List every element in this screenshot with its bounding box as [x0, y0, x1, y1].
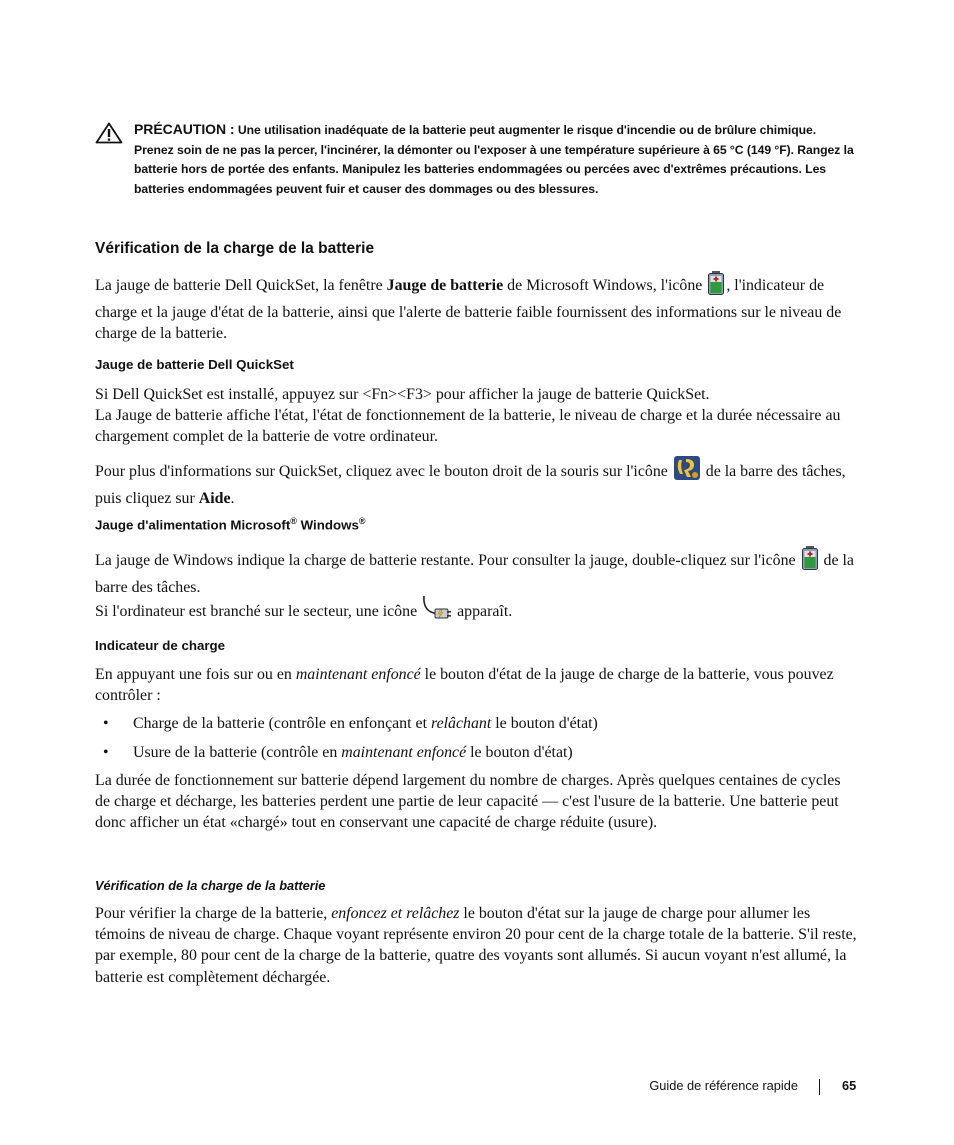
warning-triangle-icon: [95, 122, 123, 144]
verify-paragraph: Pour vérifier la charge de la batterie, enfoncez et relâchez le bouton d'état sur la jauge de charge pour allumer les témoins de niveau de charge. Chaque voyant représente environ 20 pour cent de la charge totale de la batterie. S'il reste, par exemple, 80 pour cent de la charge de la batterie, quatre des voyants sont allumés. Si aucun voyant n'est allumé, la batterie est complètement déchargée.: [95, 905, 857, 986]
indicator-paragraph-1: En appuyant une fois sur ou en maintenant enfoncé le bouton d'état de la jauge de charge de la batterie, vous pouvez contrôler :: [95, 666, 834, 705]
bullet-marker: •: [103, 744, 109, 761]
quickset-paragraph-2: Pour plus d'informations sur QuickSet, cliquez avec le bouton droit de la souris sur l'icône de la barre des tâches, puis cliquez sur Aide.: [95, 454, 857, 509]
section-title: Vérification de la charge de la batterie: [95, 240, 375, 257]
quickset-icon: [672, 454, 702, 488]
quickset-heading: Jauge de batterie Dell QuickSet: [95, 357, 294, 372]
windows-meter-heading: Jauge d'alimentation Microsoft® Windows®: [95, 516, 366, 533]
battery-meter-window-name: Jauge de batterie: [386, 277, 504, 294]
caution-text: Une utilisation inadéquate de la batterie peut augmenter le risque d'incendie ou de brûlure chimique. Prenez soin de ne pas la percer, l'incinérer, la démonter ou l'exposer à une température supérieure à 65 °C (149 °F). Rangez la batterie hors de portée des enfants. Manipulez les batteries endommagées ou percées avec d'extrêmes précautions. Les batteries endommagées peuvent fuir et causer des dommages ou des blessures.: [134, 123, 854, 196]
windows-paragraph-2: Si l'ordinateur est branché sur le secteur, une icône apparaît.: [95, 594, 857, 628]
battery-icon: [800, 545, 820, 577]
document-page: PRÉCAUTION : Une utilisation inadéquate de la batterie peut augmenter le risque d'incendie ou de brûlure chimique. Prenez soin de ne pas la percer, l'incinérer, la démonter ou l'exposer à une température supérieure à 65 °C (149 °F). Rangez la batterie hors de portée des enfants. Manipulez les batteries endommagées ou percées avec d'extrêmes précautions. Les batteries endommagées peuvent fuir et causer des dommages ou des blessures. Vérification de la charge de la batterie La jauge de batterie Dell QuickSet, la fenêtre Jauge de batterie de Microsoft Windows, l'icône , l'indicateur de charge et la jauge d'état de la batterie, ainsi que l'alerte de batterie faible fournissent des informations sur le niveau de charge de la batterie. Jauge de batterie Dell QuickSet Si Dell QuickSet est installé, appuyez sur <Fn><F3> pour afficher la jauge de batterie QuickSet. La Jauge de batterie affiche l'état, l'état de fonctionnement de la batterie, le niveau de charge et la durée nécessaire au chargement complet de la batterie de votre ordinateur. Pour plus d'informations sur QuickSet, cliquez avec le bouton droit de la souris sur l'icône de la barre des tâches, puis cliquez sur Aide. Jauge d'alimentation Microsoft® Windows® La jauge de Windows indique la charge de batterie restante. Pour consulter la jauge, double-cliquez sur l'icône de la barre des tâches. Si l'ordinateur est branché sur le secteur, une icône apparaît. Indicateur de charge En appuyant une fois sur ou en maintenant enfoncé le bouton d'état de la jauge de charge de la batterie, vous pouvez contrôler : • Charge de la batterie (contrôle en enfonçant et relâchant le bouton d'état) • Usure de la batterie (contrôle en maintenant enfoncé le bouton d'état) La durée de fonctionnement sur batterie dépend largement du nombre de charges. Après quelques centaines de cycles de charge et décharge, les batteries perdent une partie de leur capacité — c'est l'usure de la batterie. Une batterie peut donc afficher un état «chargé» tout en conservant une capacité de charge réduite (usure). Vérification de la charge de la batterie Pour vérifier la charge de la batterie, enfoncez et relâchez le bouton d'état sur la jauge de charge pour allumer les témoins de niveau de charge. Chaque voyant représente environ 20 pour cent de la charge totale de la batterie. S'il reste, par exemple, 80 pour cent de la charge de la batterie, quatre des voyants sont allumés. Si aucun voyant n'est allumé, la batterie est complètement déchargée. Guide de référence rapide 65: [0, 0, 954, 1145]
footer-divider: [819, 1079, 820, 1095]
windows-paragraph-1: La jauge de Windows indique la charge de batterie restante. Pour consulter la jauge, double-cliquez sur l'icône de la barre des tâches.: [95, 545, 857, 598]
quickset-paragraph-1: Si Dell QuickSet est installé, appuyez sur <Fn><F3> pour afficher la jauge de batterie QuickSet. La Jauge de batterie affiche l'état, l'état de fonctionnement de la batterie, le niveau de charge et la durée nécessaire au chargement complet de la batterie de votre ordinateur.: [95, 386, 841, 446]
help-menu-item: Aide: [198, 490, 231, 508]
footer-title: Guide de référence rapide: [649, 1078, 798, 1093]
intro-paragraph: La jauge de batterie Dell QuickSet, la fenêtre Jauge de batterie de Microsoft Windows, l'icône , l'indicateur de charge et la jauge d'état de la batterie, ainsi que l'alerte de batterie faible fournissent des informations sur le niveau de charge de la batterie.: [95, 270, 857, 345]
caution-label: PRÉCAUTION :: [134, 121, 235, 137]
charge-indicator-heading: Indicateur de charge: [95, 638, 226, 653]
page-footer: [0, 1078, 954, 1098]
battery-icon: [706, 270, 726, 302]
verify-charge-heading: Vérification de la charge de la batterie: [95, 878, 326, 893]
bullet-marker: •: [103, 715, 109, 732]
caution-note: [95, 120, 855, 199]
page-number: 65: [842, 1078, 857, 1093]
ac-plug-icon: [421, 594, 453, 628]
indicator-paragraph-2: La durée de fonctionnement sur batterie dépend largement du nombre de charges. Après quelques centaines de cycles de charge et décharge, les batteries perdent une partie de leur capacité — c'est l'usure de la batterie. Une batterie peut donc afficher un état «chargé» tout en conservant une capacité de charge réduite (usure).: [95, 772, 841, 832]
